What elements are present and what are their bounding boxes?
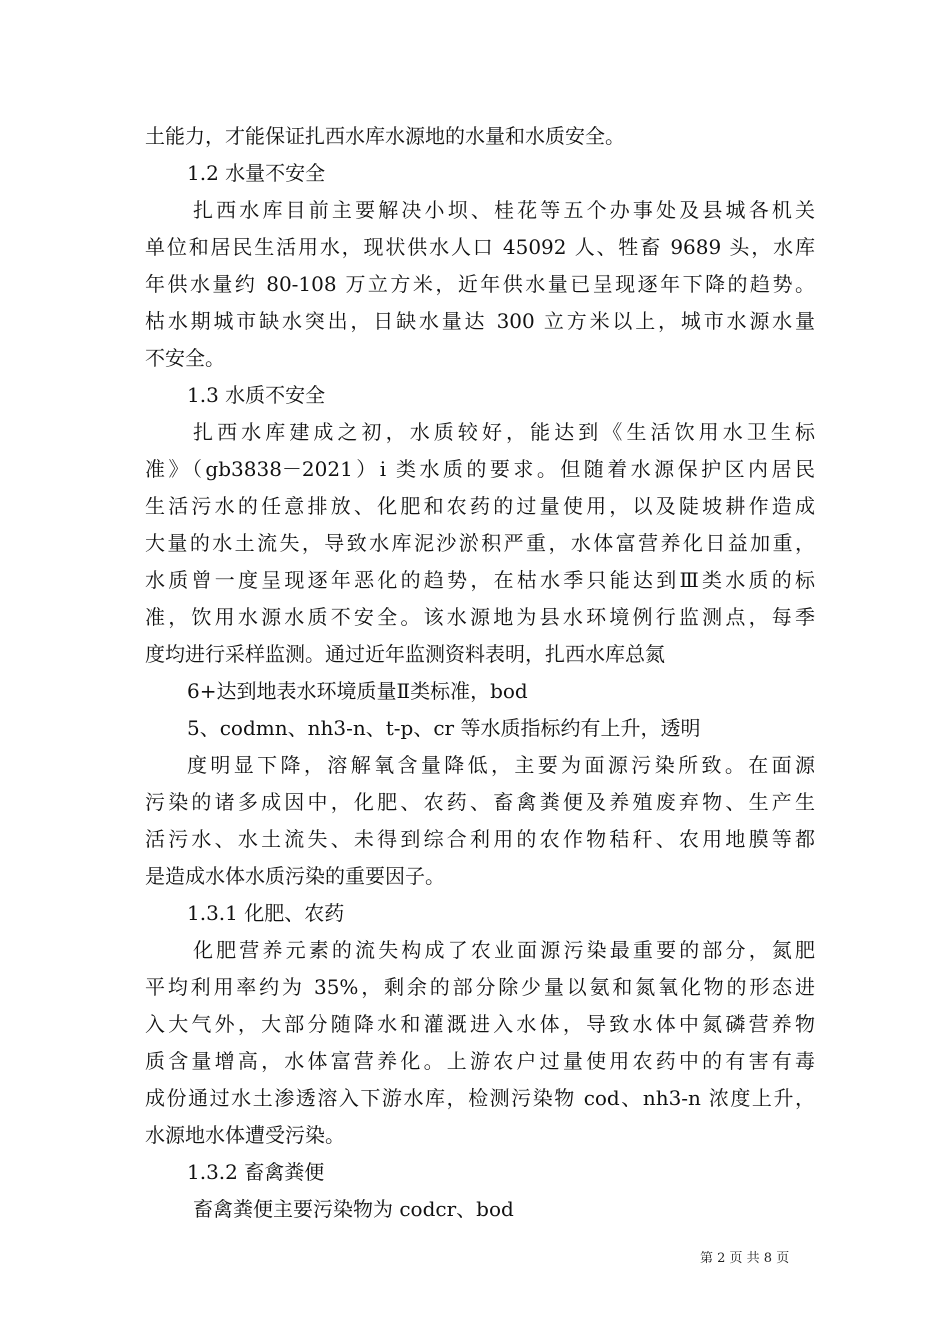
paragraph-line: 准，饮用水源水质不安全。该水源地为县水环境例行监测点，每季 <box>145 605 815 629</box>
paragraph-line: 扎西水库目前主要解决小坝、桂花等五个办事处及县城各机关 <box>193 198 815 222</box>
section-heading: 1.3 水质不安全 <box>187 383 326 407</box>
paragraph-line: 生活污水的任意排放、化肥和农药的过量使用，以及陡坡耕作造成 <box>145 494 815 518</box>
paragraph-line: 成份通过水土渗透溶入下游水库，检测污染物 cod、nh3-n 浓度上升， <box>145 1086 815 1110</box>
paragraph-line: 6+达到地表水环境质量Ⅱ类标准，bod <box>187 679 528 703</box>
paragraph-line: 质含量增高，水体富营养化。上游农户过量使用农药中的有害有毒 <box>145 1049 815 1073</box>
paragraph-line: 化肥营养元素的流失构成了农业面源污染最重要的部分，氮肥 <box>193 938 815 962</box>
paragraph-line: 是造成水体水质污染的重要因子。 <box>145 864 445 888</box>
paragraph-line: 5、codmn、nh3-n、t-p、cr 等水质指标约有上升，透明 <box>187 716 701 740</box>
paragraph-line: 平均利用率约为 35%，剩余的部分除少量以氨和氮氧化物的形态进 <box>145 975 815 999</box>
paragraph-line: 土能力，才能保证扎西水库水源地的水量和水质安全。 <box>145 124 625 148</box>
paragraph-line: 年供水量约 80-108 万立方米，近年供水量已呈现逐年下降的趋势。 <box>145 272 815 296</box>
section-heading: 1.2 水量不安全 <box>187 161 326 185</box>
paragraph-line: 枯水期城市缺水突出，日缺水量达 300 立方米以上，城市水源水量 <box>145 309 815 333</box>
paragraph-line: 水质曾一度呈现逐年恶化的趋势，在枯水季只能达到Ⅲ类水质的标 <box>145 568 815 592</box>
paragraph-line: 准》（gb3838－2021）i 类水质的要求。但随着水源保护区内居民 <box>145 457 815 481</box>
paragraph-line: 入大气外，大部分随降水和灌溉进入水体，导致水体中氮磷营养物 <box>145 1012 815 1036</box>
document-body <box>145 118 815 1228</box>
paragraph-line: 度均进行采样监测。通过近年监测资料表明，扎西水库总氮 <box>145 642 665 666</box>
section-heading: 1.3.1 化肥、农药 <box>187 901 345 925</box>
section-heading: 1.3.2 畜禽粪便 <box>187 1160 325 1184</box>
paragraph-line: 畜禽粪便主要污染物为 codcr、bod <box>193 1197 514 1221</box>
paragraph-line: 大量的水土流失，导致水库泥沙淤积严重，水体富营养化日益加重， <box>145 531 815 555</box>
paragraph-line: 活污水、水土流失、未得到综合利用的农作物秸秆、农用地膜等都 <box>145 827 815 851</box>
paragraph-line: 单位和居民生活用水，现状供水人口 45092 人、牲畜 9689 头，水库 <box>145 235 815 259</box>
paragraph-line: 扎西水库建成之初，水质较好，能达到《生活饮用水卫生标 <box>193 420 815 444</box>
paragraph-line: 污染的诸多成因中，化肥、农药、畜禽粪便及养殖废弃物、生产生 <box>145 790 815 814</box>
paragraph-line: 不安全。 <box>145 346 225 370</box>
paragraph-line: 度明显下降，溶解氧含量降低，主要为面源污染所致。在面源 <box>187 753 815 777</box>
paragraph-line: 水源地水体遭受污染。 <box>145 1123 345 1147</box>
page-number: 第 2 页 共 8 页 <box>700 1251 790 1266</box>
